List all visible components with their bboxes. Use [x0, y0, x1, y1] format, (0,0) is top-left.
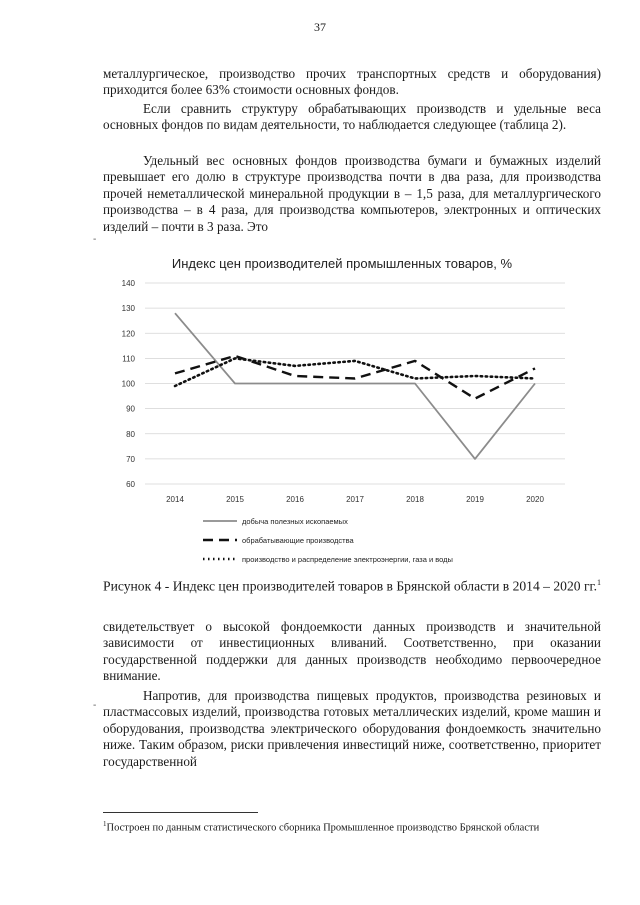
- figure-caption-footnote-ref: 1: [596, 578, 601, 587]
- y-tick-label-80: 80: [126, 429, 135, 439]
- y-tick-label-120: 120: [121, 329, 135, 339]
- margin-mark: -: [93, 700, 97, 711]
- legend-label-1: добыча полезных ископаемых: [242, 517, 348, 526]
- paragraph-3: Удельный вес основных фондов производства бумаги и бумажных изделий превышает его долю в структуре производства почти в два раза, для производства прочей неметаллической минеральной продукции в – 1,5 раза, для металлургического производства – в 4 раза, для производства компьютеров, электронных и оптических изделий – почти в 3 раза. Это: [103, 153, 601, 234]
- margin-mark: -: [93, 234, 97, 245]
- y-tick-label-140: 140: [121, 279, 135, 288]
- footnote: [103, 818, 601, 835]
- figure-caption-text: Рисунок 4 - Индекс цен производителей товаров в Брянской области в 2014 – 2020 гг.: [103, 578, 597, 594]
- chart-title: Индекс цен производителей промышленных товаров, %: [171, 256, 513, 271]
- series-line-3: [175, 358, 535, 386]
- x-tick-label-2019: 2019: [466, 495, 484, 504]
- y-tick-label-110: 110: [122, 354, 135, 364]
- y-tick-label-100: 100: [121, 379, 135, 389]
- footnote-marker: 1: [103, 820, 107, 828]
- chart-legend: [203, 517, 453, 564]
- y-tick-label-70: 70: [126, 454, 135, 464]
- paragraph-1: металлургическое, производство прочих транспортных средств и оборудования) приходится более 63% стоимости основных фондов.: [103, 66, 601, 98]
- chart-series: [175, 313, 535, 459]
- paragraph-4: свидетельствует о высокой фондоемкости данных производств и значительной зависимости от инвестиционных вливаний. Соответственно, при оказании государственной поддержки для данных производств необходимо первоочередное внимание.: [103, 619, 601, 684]
- paragraph-5: Напротив, для производства пищевых продуктов, производства резиновых и пластмассовых изделий, производства готовых металлических изделий, кроме машин и оборудования, производства электрического оборудования фондоемкость значительно ниже. Таким образом, риски привлечения инвестиций ниже, соответственно, приоритет государственной: [103, 688, 601, 769]
- legend-label-3: производство и распределение электроэнергии, газа и воды: [242, 555, 453, 564]
- x-axis: [166, 495, 544, 504]
- footnote-rule: [103, 812, 258, 813]
- page-number: 37: [314, 20, 326, 34]
- y-axis: [122, 279, 136, 489]
- paragraph-2: Если сравнить структуру обрабатывающих производств и удельные веса основных фондов по видам деятельности, то наблюдается следующее (таблица 2).: [103, 101, 601, 133]
- x-tick-label-2017: 2017: [346, 495, 364, 504]
- price-index-chart: [95, 240, 590, 565]
- x-tick-label-2016: 2016: [286, 495, 304, 504]
- x-tick-label-2014: 2014: [166, 495, 184, 504]
- figure-caption: [103, 574, 601, 595]
- x-tick-label-2015: 2015: [226, 495, 244, 504]
- y-tick-label-60: 60: [126, 480, 135, 489]
- y-tick-label-90: 90: [126, 404, 135, 414]
- y-tick-label-130: 130: [121, 304, 135, 314]
- legend-label-2: обрабатывающие производства: [242, 536, 354, 545]
- series-line-1: [175, 313, 535, 459]
- x-tick-label-2020: 2020: [526, 495, 544, 504]
- x-tick-label-2018: 2018: [406, 495, 424, 504]
- footnote-text: Построен по данным статистического сборника Промышленное производство Брянской области: [106, 822, 540, 834]
